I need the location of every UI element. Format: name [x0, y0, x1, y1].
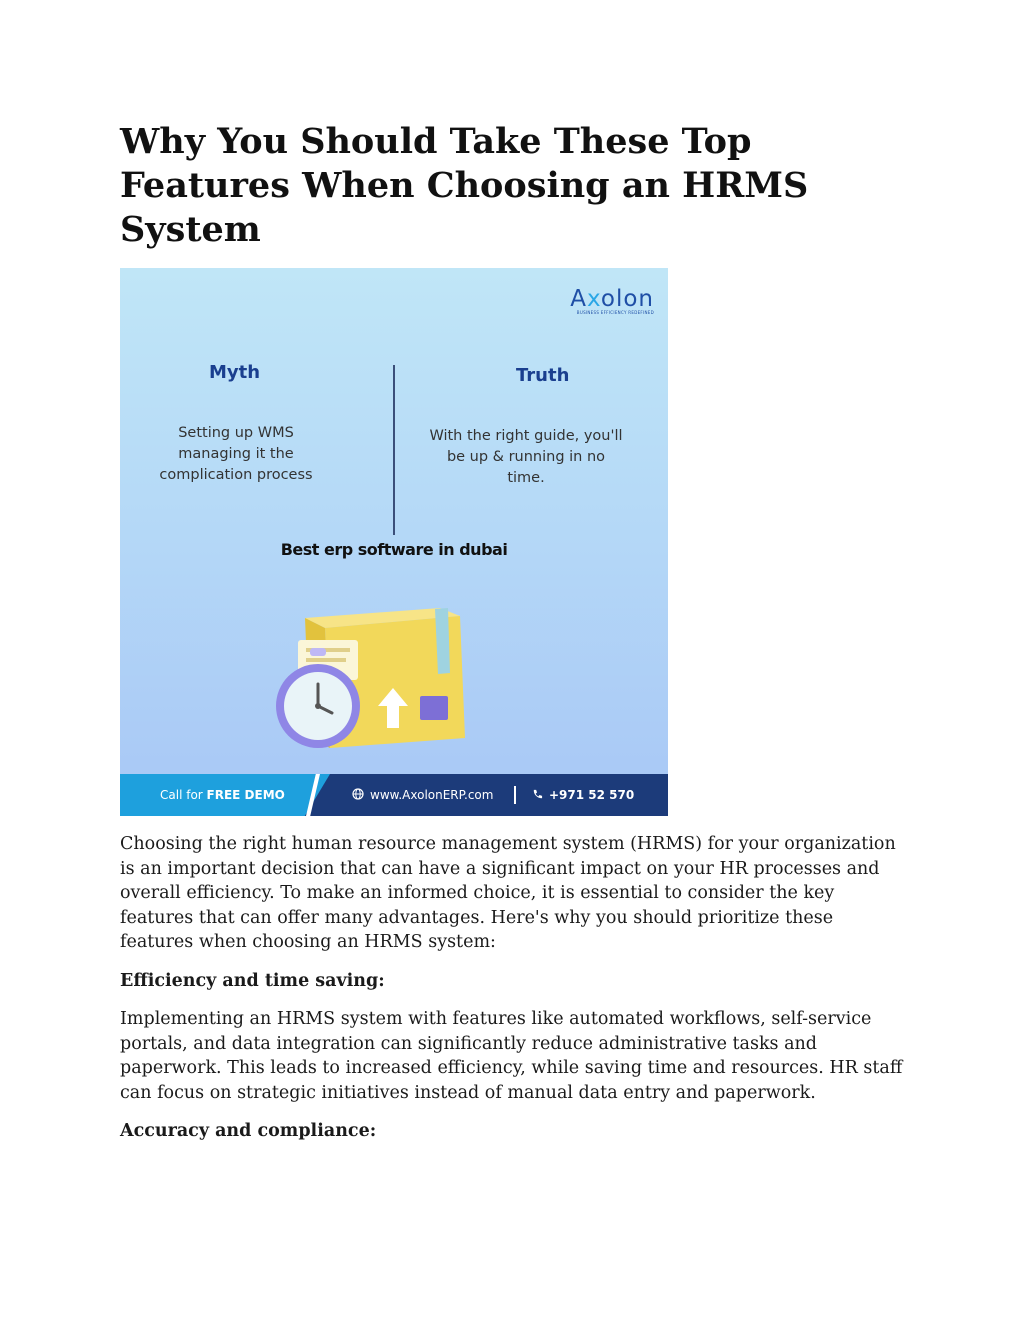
footer-separator: [514, 786, 516, 804]
cta-bold: FREE DEMO: [206, 788, 285, 802]
globe-icon: [352, 788, 364, 800]
myth-text: Setting up WMS managing it the complication process: [159, 425, 313, 483]
myth-title: Myth: [209, 362, 261, 383]
website-link: [352, 774, 493, 816]
website-text: www.AxolonERP.com: [370, 788, 494, 802]
phone-icon: [532, 789, 543, 800]
free-demo-cta: [160, 774, 285, 816]
section-heading-efficiency: Efficiency and time saving:: [120, 971, 385, 991]
logo-tagline: BUSINESS EFFICIENCY REDEFINED: [576, 310, 654, 315]
column-divider: [393, 365, 395, 535]
phone-number: [532, 774, 668, 816]
cta-prefix: Call for: [160, 788, 207, 802]
axolon-logo: [570, 286, 654, 315]
article-title: Why You Should Take These Top Features When Choosing an HRMS System: [120, 121, 809, 250]
truth-text: With the right guide, you'll be up & running in no time.: [429, 428, 623, 486]
promo-banner-image: [120, 268, 668, 816]
banner-footer: [120, 774, 668, 816]
box-clock-illustration: [270, 588, 520, 758]
logo-text: Axolon: [570, 286, 654, 312]
phone-text: +971 52 570: [549, 788, 635, 802]
banner-tagline: Best erp software in dubai: [280, 540, 508, 559]
intro-paragraph: Choosing the right human resource management system (HRMS) for your organization is an important decision that can have a significant impact on your HR processes and overall efficiency. To make an informed choice, it is essential to consider the key features that can offer many advantages. Here's why you should prioritize these features when choosing an HRMS system:: [120, 834, 896, 952]
section-heading-accuracy: Accuracy and compliance:: [120, 1121, 377, 1141]
truth-title: Truth: [516, 365, 570, 386]
efficiency-paragraph: Implementing an HRMS system with features like automated workflows, self-service portals, and data integration can significantly reduce administrative tasks and paperwork. This leads to increased efficiency, while saving time and resources. HR staff can focus on strategic initiatives instead of manual data entry and paperwork.: [120, 1009, 903, 1103]
